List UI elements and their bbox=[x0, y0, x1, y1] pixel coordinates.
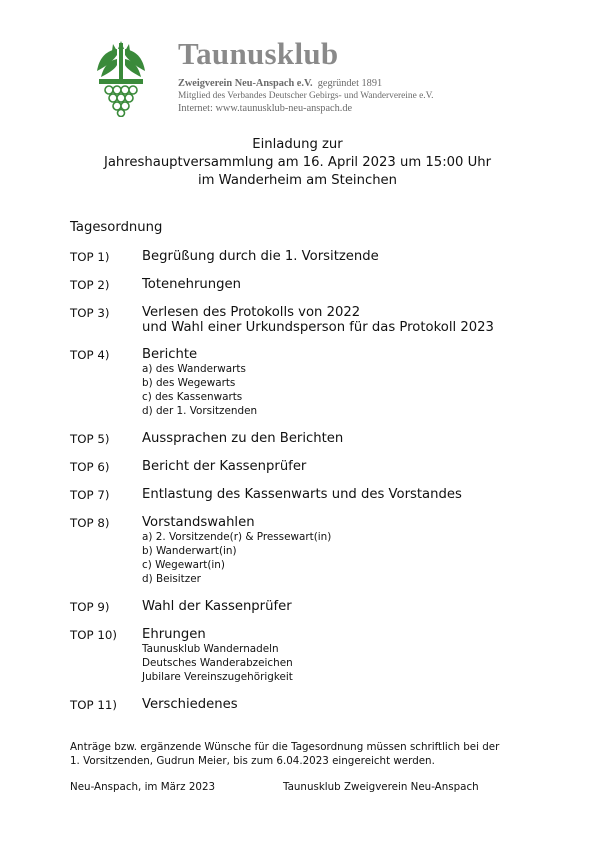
agenda-subitem: c) Wegewart(in) bbox=[142, 559, 225, 571]
club-branch-line bbox=[178, 79, 382, 89]
agenda-subitem: Taunusklub Wandernadeln bbox=[142, 643, 279, 655]
agenda-subitem: d) Beisitzer bbox=[142, 573, 201, 585]
invitation-line-3: im Wanderheim am Steinchen bbox=[197, 173, 398, 188]
agenda-text: Ehrungen bbox=[142, 627, 206, 642]
club-branch: Zweigverein Neu-Anspach e.V. bbox=[178, 78, 313, 89]
agenda-subitem: b) des Wegewarts bbox=[142, 377, 236, 389]
agenda-subitem: b) Wanderwart(in) bbox=[142, 545, 237, 557]
agenda-title: Tagesordnung bbox=[70, 220, 163, 235]
agenda-text: Totenehrungen bbox=[142, 277, 241, 292]
agenda-text: Verschiedenes bbox=[142, 697, 238, 712]
agenda-number: TOP 3) bbox=[70, 306, 110, 320]
agenda-text-continued: und Wahl einer Urkundsperson für das Protokoll 2023 bbox=[142, 320, 494, 335]
agenda-number: TOP 6) bbox=[70, 460, 110, 474]
agenda-number: TOP 5) bbox=[70, 432, 110, 446]
agenda-number: TOP 2) bbox=[70, 278, 110, 292]
agenda-text: Vorstandswahlen bbox=[142, 515, 255, 530]
submission-note-line-2: 1. Vorsitzenden, Gudrun Meier, bis zum 6.04.2023 eingereicht werden. bbox=[70, 755, 435, 767]
invitation-line-1: Einladung zur bbox=[252, 137, 343, 152]
agenda-text: Aussprachen zu den Berichten bbox=[142, 431, 344, 446]
agenda-subitem: Deutsches Wanderabzeichen bbox=[142, 657, 293, 669]
club-membership: Mitglied des Verbandes Deutscher Gebirgs- und Wandervereine e.V. bbox=[178, 91, 434, 101]
agenda-text: Entlastung des Kassenwarts und des Vorstandes bbox=[142, 487, 462, 502]
agenda-number: TOP 1) bbox=[70, 250, 110, 264]
invitation-line-2: Jahreshauptversammlung am 16. April 2023 um 15:00 Uhr bbox=[103, 155, 492, 170]
agenda-subitem: Jubilare Vereinszugehörigkeit bbox=[142, 671, 293, 683]
agenda-number: TOP 7) bbox=[70, 488, 110, 502]
submission-note-line-1: Anträge bzw. ergänzende Wünsche für die Tagesordnung müssen schriftlich bei der bbox=[70, 741, 500, 753]
agenda-number: TOP 4) bbox=[70, 348, 110, 362]
agenda-number: TOP 9) bbox=[70, 600, 110, 614]
agenda-subitem: a) 2. Vorsitzende(r) & Pressewart(in) bbox=[142, 531, 332, 543]
club-name: Taunusklub bbox=[178, 36, 339, 71]
agenda-text: Bericht der Kassenprüfer bbox=[142, 459, 307, 474]
agenda-text: Verlesen des Protokolls von 2022 bbox=[142, 305, 361, 320]
agenda-text: Berichte bbox=[142, 347, 198, 362]
club-logo-icon bbox=[95, 41, 147, 117]
agenda-number: TOP 11) bbox=[70, 698, 117, 712]
place-date: Neu-Anspach, im März 2023 bbox=[70, 781, 216, 793]
agenda-subitem: c) des Kassenwarts bbox=[142, 391, 243, 403]
agenda-number: TOP 8) bbox=[70, 516, 110, 530]
agenda-subitem: a) des Wanderwarts bbox=[142, 363, 246, 375]
agenda-subitem: d) der 1. Vorsitzenden bbox=[142, 405, 258, 417]
agenda-text: Begrüßung durch die 1. Vorsitzende bbox=[142, 249, 379, 264]
signature-club: Taunusklub Zweigverein Neu-Anspach bbox=[283, 781, 479, 793]
agenda-text: Wahl der Kassenprüfer bbox=[142, 599, 292, 614]
club-internet: Internet: www.taunusklub-neu-anspach.de bbox=[178, 103, 353, 114]
agenda-number: TOP 10) bbox=[70, 628, 117, 642]
club-founded: gegründet 1891 bbox=[317, 78, 383, 89]
